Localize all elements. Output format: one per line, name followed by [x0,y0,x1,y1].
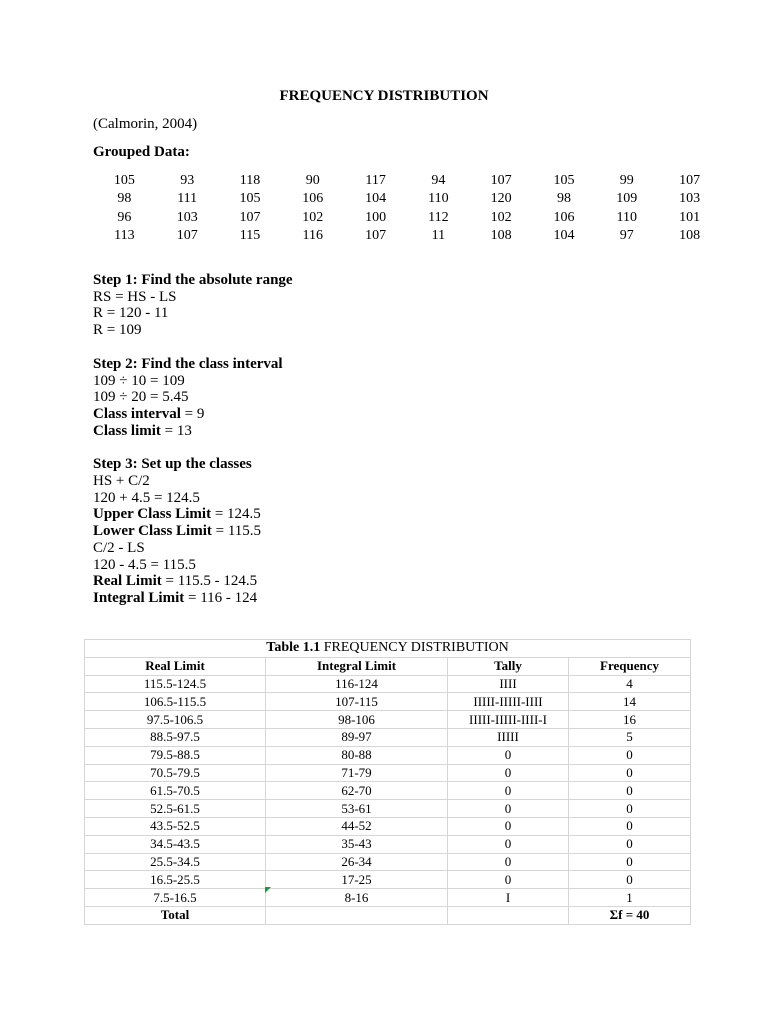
header-integral-limit: Integral Limit [266,657,448,675]
step-line [93,289,293,306]
step-line-text: = 116 - 124 [184,589,258,606]
total-label: Total [85,906,266,924]
grouped-data-value: 107 [490,173,512,189]
step-line-text: HS + C/2 [93,473,150,490]
step-line-text: R = 120 - 11 [93,305,169,322]
grouped-data-value: 120 [490,191,512,207]
step-line [93,490,293,507]
step-line-bold: Integral Limit [93,589,185,606]
table-caption-text: FREQUENCY DISTRIBUTION [320,640,509,656]
header-tally: Tally [448,657,569,675]
real-limit-cell: 16.5-25.5 [85,871,266,889]
integral-limit-cell: 8-16 [266,889,448,907]
tally-cell: 0 [448,871,569,889]
grouped-data-row [93,209,721,227]
grouped-data-value: 103 [679,191,701,207]
table-caption-row [85,640,691,658]
integral-limit-cell: 53-61 [266,800,448,818]
grouped-data-value: 109 [616,191,638,207]
tally-cell: 0 [448,835,569,853]
integral-limit-cell: 98-106 [266,711,448,729]
grouped-data-value: 105 [239,191,261,207]
frequency-cell: 4 [569,675,691,693]
table-row [85,728,691,746]
grouped-data-value: 107 [679,173,701,189]
tally-cell: IIII [448,675,569,693]
step-line-text: C/2 - LS [93,539,145,556]
integral-limit-cell: 71-79 [266,764,448,782]
total-empty-cell [448,906,569,924]
total-value: Σf = 40 [569,906,691,924]
tally-cell: 0 [448,764,569,782]
real-limit-cell: 88.5-97.5 [85,728,266,746]
step-line [93,406,293,423]
grouped-data-value: 115 [239,228,261,244]
frequency-cell: 0 [569,764,691,782]
table-row [85,835,691,853]
frequency-cell: 5 [569,728,691,746]
real-limit-cell: 97.5-106.5 [85,711,266,729]
cell-comment-marker [265,887,271,893]
frequency-cell: 0 [569,871,691,889]
step-line-bold: Class interval [93,405,181,422]
grouped-data-value: 103 [176,209,198,225]
grouped-data-row [93,227,721,245]
table-row [85,675,691,693]
grouped-data-value: 107 [365,228,387,244]
table-body [85,675,691,906]
table-header-row [85,657,691,675]
frequency-table [84,639,691,925]
step-line [93,506,293,523]
step-line-bold: Real Limit [93,573,162,590]
real-limit-cell: 25.5-34.5 [85,853,266,871]
grouped-data-value: 111 [177,191,198,207]
integral-limit-cell: 35-43 [266,835,448,853]
table-row [85,889,691,907]
tally-cell: 0 [448,800,569,818]
grouped-data-value: 97 [619,228,634,244]
table-row [85,871,691,889]
grouped-data-value: 108 [679,228,701,244]
tally-cell: IIIII-IIIII-IIII [448,693,569,711]
step-line-bold: Upper Class Limit [93,506,212,523]
integral-limit-cell: 116-124 [266,675,448,693]
step-line [93,590,293,607]
grouped-data-row [93,172,721,190]
real-limit-cell: 61.5-70.5 [85,782,266,800]
grouped-data-value: 101 [679,209,701,225]
grouped-data-value: 107 [239,209,261,225]
step-line [93,272,293,289]
step-line-bold: Step 2: Find the class interval [93,355,283,372]
grouped-data-value: 105 [113,173,135,189]
grouped-data-value: 99 [619,173,634,189]
grouped-data-value: 108 [490,228,512,244]
grouped-data-value: 112 [428,209,449,225]
step-line [93,322,293,339]
tally-cell: I [448,889,569,907]
step-line [93,356,293,373]
tally-cell: 0 [448,746,569,764]
total-empty-cell [266,906,448,924]
grouped-data-value: 110 [428,191,449,207]
frequency-cell: 16 [569,711,691,729]
step-line-text: 120 + 4.5 = 124.5 [93,489,200,506]
frequency-cell: 0 [569,817,691,835]
grouped-data-value: 96 [117,209,132,225]
grouped-data-value: 116 [302,228,324,244]
table-row [85,764,691,782]
grouped-data-value: 102 [490,209,512,225]
real-limit-cell: 106.5-115.5 [85,693,266,711]
step-line [93,523,293,540]
frequency-cell: 14 [569,693,691,711]
steps-section [93,272,293,607]
real-limit-cell: 79.5-88.5 [85,746,266,764]
table-row [85,800,691,818]
grouped-data-value: 90 [305,173,320,189]
frequency-cell: 0 [569,835,691,853]
tally-cell: IIIII-IIIII-IIII-I [448,711,569,729]
grouped-data-row [93,190,721,208]
grouped-data-value: 118 [239,173,261,189]
grouped-data-value: 100 [365,209,387,225]
step-line-text: RS = HS - LS [93,288,177,305]
grouped-data-value: 106 [553,209,575,225]
integral-limit-cell: 17-25 [266,871,448,889]
frequency-cell: 0 [569,782,691,800]
grouped-data-value: 102 [302,209,324,225]
grouped-data-heading: Grouped Data: [93,144,190,160]
real-limit-cell: 115.5-124.5 [85,675,266,693]
integral-limit-cell: 107-115 [266,693,448,711]
grouped-data-value: 105 [553,173,575,189]
header-frequency: Frequency [569,657,691,675]
header-real-limit: Real Limit [85,657,266,675]
grouped-data-value: 117 [365,173,386,189]
step-line-bold: Step 1: Find the absolute range [93,272,293,288]
integral-limit-cell: 26-34 [266,853,448,871]
tally-cell: 0 [448,782,569,800]
step-line [93,473,293,490]
grouped-data-grid [93,172,721,245]
table-row [85,711,691,729]
grouped-data-value: 98 [117,191,132,207]
tally-cell: IIIII [448,728,569,746]
step-line [93,557,293,574]
step-line-bold: Class limit [93,422,161,439]
grouped-data-value: 98 [556,191,571,207]
step-line-text: = 115.5 [211,523,262,540]
table-total-row [85,906,691,924]
table-row [85,782,691,800]
real-limit-cell: 52.5-61.5 [85,800,266,818]
step-line-text: = 13 [160,422,192,439]
step-line-text: R = 109 [93,322,142,339]
real-limit-cell: 43.5-52.5 [85,817,266,835]
table-caption [85,640,691,658]
step-line [93,540,293,557]
grouped-data-value: 113 [114,228,135,244]
step-line [93,389,293,406]
table-row [85,817,691,835]
table-caption-number: Table 1.1 [266,640,321,656]
step-spacer [93,439,293,456]
step-line [93,423,293,440]
integral-limit-cell: 44-52 [266,817,448,835]
integral-limit-cell: 62-70 [266,782,448,800]
citation: (Calmorin, 2004) [93,116,198,132]
frequency-cell: 0 [569,746,691,764]
step-line-text: = 115.5 - 124.5 [161,573,258,590]
grouped-data-value: 110 [616,209,638,225]
step-line-text: 120 - 4.5 = 115.5 [93,556,196,573]
frequency-cell: 1 [569,889,691,907]
tally-cell: 0 [448,853,569,871]
step-line-text: = 124.5 [211,506,261,523]
page-title: FREQUENCY DISTRIBUTION [279,88,489,104]
table-row [85,853,691,871]
frequency-cell: 0 [569,800,691,818]
grouped-data-value: 104 [553,228,575,244]
step-line [93,456,293,473]
step-line [93,305,293,322]
step-line-bold: Step 3: Set up the classes [93,456,252,473]
step-line-text: 109 ÷ 20 = 5.45 [93,389,189,406]
step-line [93,373,293,390]
grouped-data-value: 106 [302,191,324,207]
step-line-text: 109 ÷ 10 = 109 [93,372,185,389]
integral-limit-cell: 89-97 [266,728,448,746]
grouped-data-value: 104 [365,191,387,207]
tally-cell: 0 [448,817,569,835]
frequency-cell: 0 [569,853,691,871]
integral-limit-cell: 80-88 [266,746,448,764]
real-limit-cell: 70.5-79.5 [85,764,266,782]
step-line [93,573,293,590]
grouped-data-value: 94 [431,173,446,189]
step-spacer [93,339,293,356]
real-limit-cell: 7.5-16.5 [85,889,266,907]
table-row [85,693,691,711]
grouped-data-value: 93 [180,173,195,189]
table-row [85,746,691,764]
step-line-bold: Lower Class Limit [93,523,212,540]
real-limit-cell: 34.5-43.5 [85,835,266,853]
grouped-data-value: 107 [176,228,198,244]
step-line-text: = 9 [180,405,205,422]
grouped-data-value: 11 [431,228,446,244]
